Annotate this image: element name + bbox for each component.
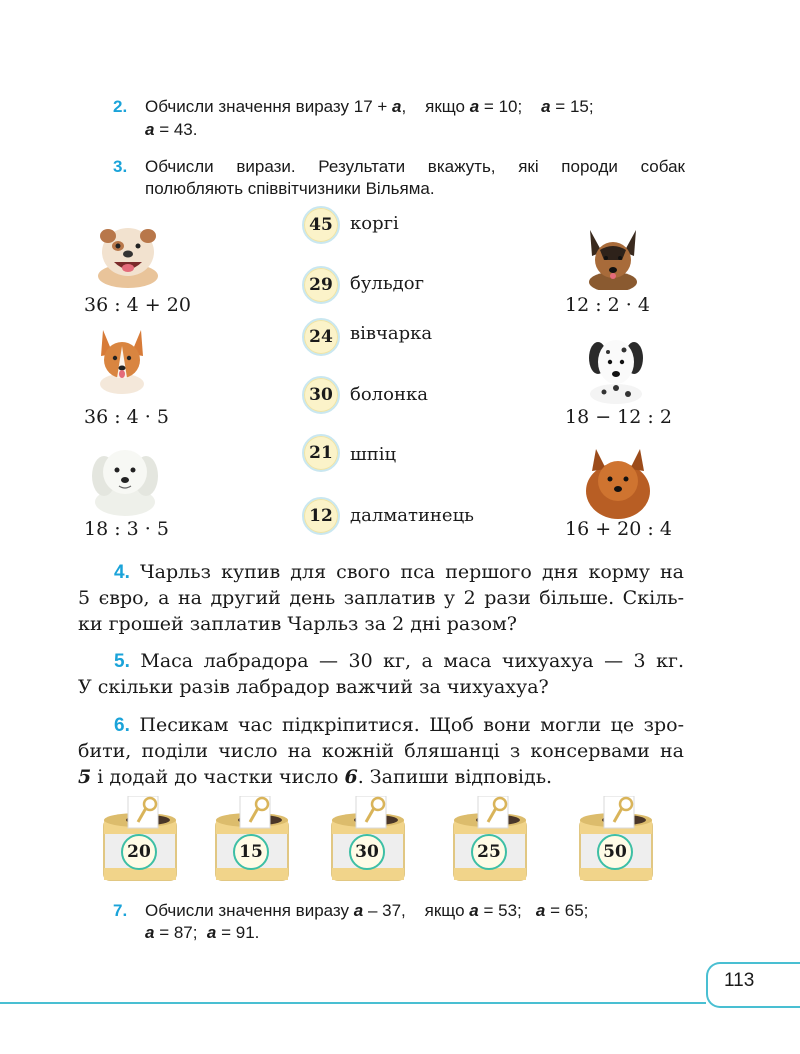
can-number: 50 [597, 834, 633, 870]
expr-right-3: 16 + 20 : 4 [565, 518, 672, 540]
answer-badge-6: 12 [302, 497, 340, 535]
answer-badge-5: 21 [302, 434, 340, 472]
breed-1: коргі [350, 213, 399, 234]
bulldog-image [94, 218, 162, 288]
shepherd-image [586, 228, 640, 290]
expr-right-2: 18 − 12 : 2 [565, 406, 672, 428]
task-2-line-1: Обчисли значення виразу 17 + а, якщо а = 10; а = 15; [145, 97, 594, 116]
can-number: 20 [121, 834, 157, 870]
answer-badge-4: 30 [302, 376, 340, 414]
answer-badge-2: 29 [302, 266, 340, 304]
breed-5: шпіц [350, 444, 397, 465]
food-can-2 [214, 796, 294, 884]
can-number: 15 [233, 834, 269, 870]
food-can-5 [578, 796, 658, 884]
food-can-1 [102, 796, 182, 884]
task-6-line-2: бити, поділи число на кожній бляшанці з консервами на [78, 740, 684, 762]
food-can-3 [330, 796, 410, 884]
expr-left-1: 36 : 4 + 20 [84, 294, 191, 316]
task-6-line-3: 5 і додай до частки число 6. Запиши відповідь. [78, 766, 553, 788]
dalmatian-image [586, 332, 646, 404]
task-5-line-1: 5. Маса лабрадора — 30 кг, а маса чихуахуа — 3 кг. [114, 650, 684, 672]
expr-left-2: 36 : 4 · 5 [84, 406, 169, 428]
expr-left-3: 18 : 3 · 5 [84, 518, 169, 540]
task-3-line-2: полюбляють співвітчизники Вільяма. [145, 179, 435, 198]
task-7-line-1: Обчисли значення виразу а – 37, якщо а = 53; а = 65; [145, 901, 589, 920]
answer-badge-1: 45 [302, 206, 340, 244]
spitz-image [584, 443, 652, 519]
can-number: 30 [349, 834, 385, 870]
corgi-image [97, 326, 147, 394]
can-number: 25 [471, 834, 507, 870]
task-3-line-1: Обчисли вирази. Результати вкажуть, які породи собак [145, 157, 685, 176]
task-7-line-2: а = 87; а = 91. [145, 923, 260, 942]
maltese-image [90, 440, 160, 516]
bottom-rule [0, 1002, 706, 1004]
task-2-line-2: а = 43. [145, 120, 198, 139]
breed-2: бульдог [350, 273, 425, 294]
food-can-4 [452, 796, 532, 884]
task-4-line-1: 4. Чарльз купив для свого пса першого дня корму на [114, 561, 684, 583]
task-3-number: 3. [113, 157, 128, 176]
task-6-line-1: 6. Песикам час підкріпитися. Щоб вони могли це зро- [114, 714, 685, 736]
task-2-number: 2. [113, 97, 128, 116]
task-4-line-3: ки грошей заплатив Чарльз за 2 дні разом? [78, 613, 517, 635]
breed-6: далматинець [350, 505, 474, 526]
expr-right-1: 12 : 2 · 4 [565, 294, 650, 316]
task-5-line-2: У скільки разів лабрадор важчий за чихуахуа? [78, 676, 549, 698]
breed-4: болонка [350, 384, 428, 405]
task-7-number: 7. [113, 901, 128, 920]
breed-3: вівчарка [350, 323, 433, 344]
page-number: 113 [724, 970, 755, 991]
task-4-line-2: 5 євро, а на другий день заплатив у 2 рази більше. Скіль- [78, 587, 684, 609]
answer-badge-3: 24 [302, 318, 340, 356]
